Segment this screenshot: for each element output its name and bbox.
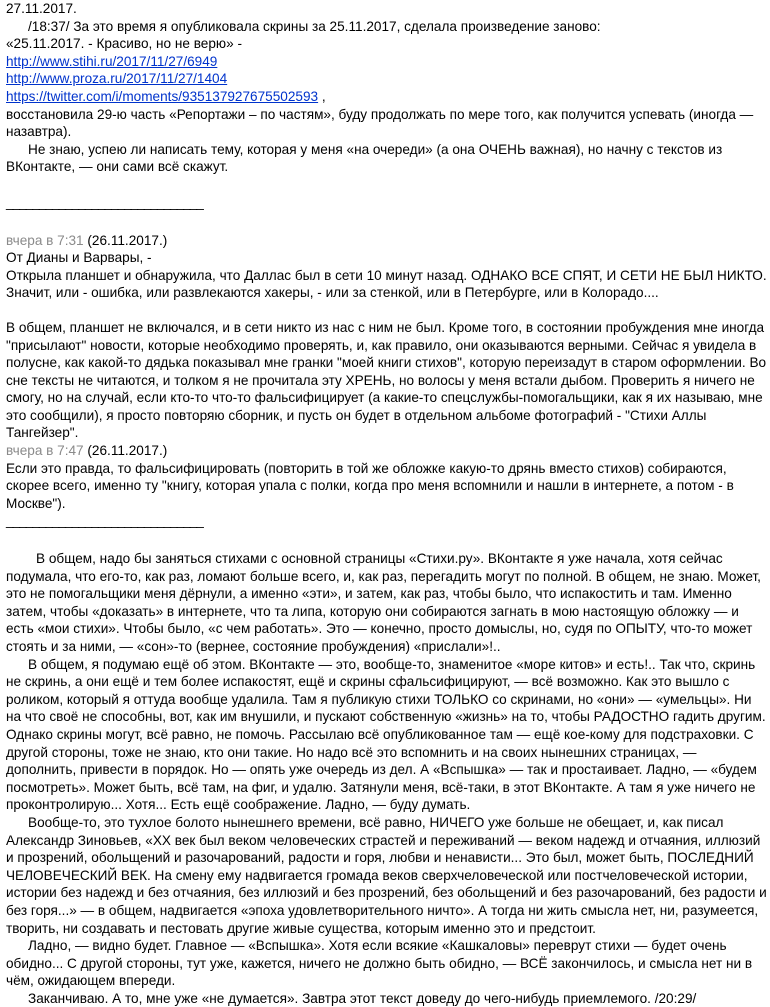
stihi-link[interactable]: http://www.stihi.ru/2017/11/27/6949 bbox=[6, 53, 218, 69]
links-trailing-comma: , bbox=[318, 88, 326, 104]
quote1-header bbox=[6, 232, 768, 250]
body-para-4: Ладно, — видно будет. Главное — «Вспышка». Хотя если всякие «Кашкаловы» переврут стихи — будет очень обидно... С другой стороны, тут уже, кажется, ничего не должно быть обидно, — ВСЁ закончилось, и смысла нет ни в чём, ожидающем впереди. bbox=[6, 938, 753, 989]
body-para-5: Заканчиваю. А то, мне уже «не думается». Завтра этот текст доведу до чего-нибудь приемлемого. /20:29/ bbox=[28, 990, 697, 1006]
quote1-date: (26.11.2017.) bbox=[87, 232, 168, 248]
quote2-meta: вчера в 7:47 bbox=[6, 443, 84, 459]
quote1-para2: В общем, планшет не включался, и в сети никто из нас с ним не был. Кроме того, в состоянии пробуждения мне иногда "присылают" новости, которые необходимо проверять, и, как правило, они оказываются верными. Сейчас я увидела в полусне, как какой-то дядька показывал мне гранки "моей книги стихов", которую переизадут в старом оформлении. Во сне тексты не читаются, и толком я не прочитала эту ХРЕНЬ, но волосы у меня встали дыбом. Проверить я ничего не смогу, но на случай, если кто-то что-то фальсифицирует (а какие-то спецслужбы-помогальщики, как я их называю, мне это сообщили), я просто повторяю сборник, и пусть он будет в отдельном альбоме фотографий - "Стихи Аллы Тангейзер". bbox=[6, 319, 767, 441]
body-para-1: В общем, надо бы заняться стихами с основной страницы «Стихи.ру». ВКонтакте я уже начала, хотя сейчас подумала, что его-то, как раз, ломают больше всего, и, как раз, перегадить могут по полной. В общем, не знаю. Может, это не помогальщики меня дёрнули, а именно «эти», и затем, как раз, чтобы было, что испакостить и там. Именно затем, чтобы «доказать» в интернете, что та липа, которую они собираются загнать в мою настоящую обложку — и есть «мои стихи». Чтобы было, «с чем работать». Это — конечно, просто домыслы, но, судя по ОПЫТУ, что-то может стоять и за ними, — «сон»-то (вернее, состояние пробуждения) «прислали»!.. bbox=[6, 551, 761, 654]
work-title: «25.11.2017. - Красиво, но не верю» - bbox=[6, 36, 242, 52]
divider-bottom: ______________________________ bbox=[6, 513, 203, 529]
quote1-meta: вчера в 7:31 bbox=[6, 232, 84, 248]
quote2-header bbox=[6, 442, 768, 460]
body-para-3: Вообще-то, это тухлое болото нынешнего времени, всё равно, НИЧЕГО уже больше не обещает, и, как писал Александр Зиновьев, «XX век был веком человеческих страстей и переживаний — веком надежд и отчаяния, иллюзий и прозрений, обольщений и разочарований, радости и горя, любви и ненависти... Это был, может быть, ПОСЛЕДНИЙ ЧЕЛОВЕЧЕСКИЙ ВЕК. На смену ему надвигается громада веков сверхчеловеческой или постчеловеческой истории, истории без надежд и без отчаяния, без иллюзий и без прозрений, без обольщений и без разочарований, без радости и без горя...» — в общем, надвигается «эпоха удовлетворительного ничто». А тогда ни жить смысла нет, ни, разумеется, творить, ни создавать и пестовать другие живые существа, которым именно это и предстоит. bbox=[6, 814, 767, 936]
proza-link[interactable]: http://www.proza.ru/2017/11/27/1404 bbox=[6, 71, 228, 87]
quote1-from: От Дианы и Варвары, - bbox=[6, 250, 152, 266]
quote2-para1: Если это правда, то фальсифицировать (повторить в той же обложке какую-то дрянь вместо стихов) собираются, скорее всего, именно ту "книгу, которая упала с полки, когда про меня вспомнили и нашли в интернете, а потом - в Москве"). bbox=[6, 460, 734, 511]
entry-date: 27.11.2017. bbox=[6, 1, 77, 16]
vk-line: Не знаю, успею ли написать тему, которая у меня «на очереди» (а она ОЧЕНЬ важная), но начну с текстов из ВКонтакте, — они сами всё скажут. bbox=[6, 141, 723, 175]
quote1-para1: Открыла планшет и обнаружила, что Даллас был в сети 10 минут назад. ОДНАКО ВСЕ СПЯТ, И СЕТИ НЕ БЫЛ НИКТО. Значит, или - ошибка, или развлекаются хакеры, - или за стенкой, или в Петербурге, или в Колорадо.... bbox=[6, 267, 767, 301]
divider-top: ______________________________ bbox=[6, 194, 203, 210]
entry-intro: /18:37/ За это время я опубликовала скрины за 25.11.2017, сделала произведение заново: bbox=[28, 18, 601, 34]
body-para-2: В общем, я подумаю ещё об этом. ВКонтакте — это, вообще-то, знаменитое «море китов» и есть!.. Так что, скринь не скринь, а они ещё и тем более испакостят, ещё и скрины сфальсифицируют, — всё возможно. Как это вышло с роликом, который я оттуда вообще удалила. Там я публикую стихи ТОЛЬКО со скринами, но «они» — «умельцы». Ни на что своё не способны, вот, как им внушили, и пускают собственную «жизнь» на то, чтобы РАДОСТНО гадить другим. Однако скрины могут, всё равно, не помочь. Рассылаю всё опубликованное там — ещё кое-кому для подстраховки. С другой стороны, тоже не знаю, кто они такие. Но надо всё это вспомнить и на своих нынешних страницах, — дополнить, привести в порядок. Но — опять уже очередь из дел. А «Вспышка» — так и простаивает. Ладно, — «будем посмотреть». Может быть, всё там, на фиг, и удалю. Затянули меня, всё-таки, в этот ВКонтакте. А там я уже ничего не проконтролирую... Хотя... Есть ещё соображение. Ладно, — буду думать. bbox=[6, 656, 766, 813]
twitter-link[interactable]: https://twitter.com/i/moments/935137927675502593 bbox=[6, 88, 319, 104]
restore-line: восстановила 29-ю часть «Репортажи – по частям», буду продолжать по мере того, как получится успевать (иногда — назавтра). bbox=[6, 106, 754, 140]
quote2-date: (26.11.2017.) bbox=[87, 443, 168, 459]
